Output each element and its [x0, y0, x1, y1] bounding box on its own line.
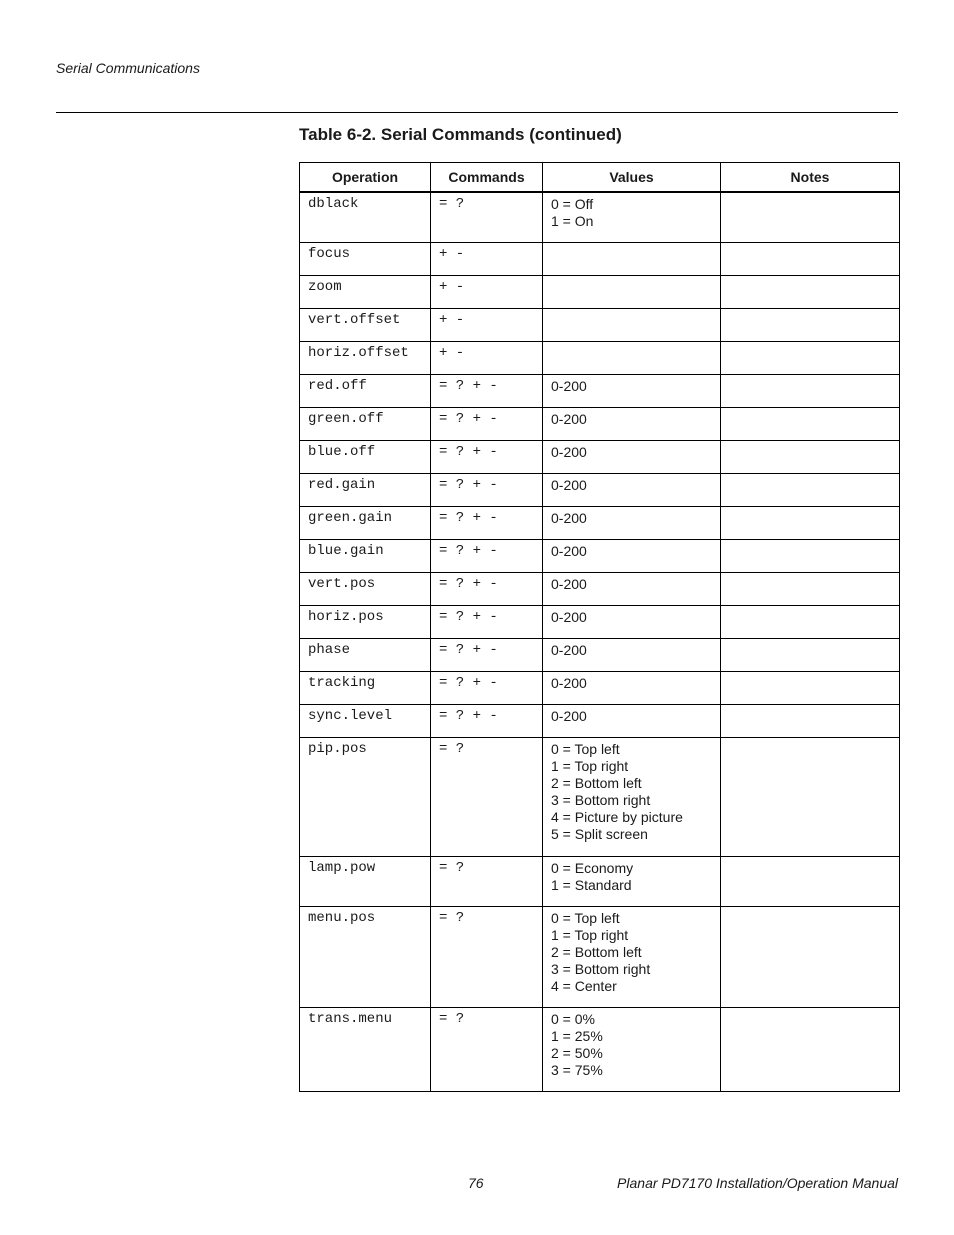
table-row — [300, 192, 900, 242]
operation-cell: vert.pos — [300, 572, 431, 605]
table-header-row — [300, 163, 900, 193]
table-row — [300, 572, 900, 605]
commands-cell: = ? + - — [431, 671, 543, 704]
values-cell — [543, 242, 721, 275]
notes-cell — [721, 473, 900, 506]
operation-cell: dblack — [300, 192, 431, 242]
operation-cell: tracking — [300, 671, 431, 704]
table-row — [300, 704, 900, 737]
value-line: 2 = Bottom left — [551, 943, 642, 960]
values-cell — [543, 407, 721, 440]
notes-cell — [721, 242, 900, 275]
values-cell — [543, 192, 721, 242]
value-line: 1 = On — [551, 213, 594, 229]
commands-cell: = ? — [431, 1007, 543, 1091]
operation-cell: phase — [300, 638, 431, 671]
notes-cell — [721, 605, 900, 638]
table-row — [300, 737, 900, 856]
notes-cell — [721, 539, 900, 572]
values-cell — [543, 671, 721, 704]
table-row — [300, 407, 900, 440]
value-line: 1 = 25% — [551, 1027, 603, 1044]
notes-cell — [721, 906, 900, 1007]
operation-cell: vert.offset — [300, 308, 431, 341]
operation-cell: horiz.pos — [300, 605, 431, 638]
value-line: 0-200 — [551, 509, 587, 526]
column-header-operation: Operation — [300, 163, 431, 193]
values-cell — [543, 374, 721, 407]
commands-cell: = ? + - — [431, 473, 543, 506]
notes-cell — [721, 856, 900, 906]
table-row — [300, 242, 900, 275]
notes-cell — [721, 440, 900, 473]
value-line: 0-200 — [551, 476, 587, 493]
operation-cell: blue.gain — [300, 539, 431, 572]
table-row — [300, 308, 900, 341]
value-line: 1 = Top right — [551, 926, 629, 943]
notes-cell — [721, 407, 900, 440]
table-row — [300, 605, 900, 638]
value-line: 0-200 — [551, 377, 587, 394]
values-cell — [543, 572, 721, 605]
table-row — [300, 1007, 900, 1091]
commands-cell: + - — [431, 275, 543, 308]
column-header-values: Values — [543, 163, 721, 193]
table-row — [300, 671, 900, 704]
values-cell — [543, 605, 721, 638]
header-divider — [56, 112, 898, 113]
commands-cell: = ? — [431, 737, 543, 856]
commands-cell: = ? + - — [431, 440, 543, 473]
table-row — [300, 539, 900, 572]
operation-cell: pip.pos — [300, 737, 431, 856]
operation-cell: menu.pos — [300, 906, 431, 1007]
operation-cell: lamp.pow — [300, 856, 431, 906]
value-line: 0 = Economy — [551, 859, 634, 876]
commands-cell: = ? — [431, 856, 543, 906]
operation-cell: horiz.offset — [300, 341, 431, 374]
operation-cell: trans.menu — [300, 1007, 431, 1091]
commands-cell: = ? + - — [431, 407, 543, 440]
value-line: 0 = Off — [551, 196, 594, 212]
value-line: 0-200 — [551, 542, 587, 559]
notes-cell — [721, 275, 900, 308]
commands-cell: = ? + - — [431, 506, 543, 539]
value-line: 0-200 — [551, 674, 587, 691]
notes-cell — [721, 572, 900, 605]
value-line: 3 = Bottom right — [551, 791, 651, 808]
value-line: 0-200 — [551, 575, 587, 592]
values-cell — [543, 539, 721, 572]
operation-cell: focus — [300, 242, 431, 275]
value-line: 1 = Top right — [551, 757, 629, 774]
values-cell — [543, 704, 721, 737]
table-row — [300, 506, 900, 539]
operation-cell: green.gain — [300, 506, 431, 539]
value-line: 0-200 — [551, 410, 587, 427]
notes-cell — [721, 341, 900, 374]
value-line: 4 = Center — [551, 977, 617, 994]
notes-cell — [721, 506, 900, 539]
column-header-notes: Notes — [721, 163, 900, 193]
commands-cell: = ? + - — [431, 572, 543, 605]
commands-cell: = ? — [431, 192, 543, 242]
commands-cell: = ? — [431, 906, 543, 1007]
value-line: 3 = Bottom right — [551, 960, 651, 977]
commands-cell: = ? + - — [431, 374, 543, 407]
table-row — [300, 473, 900, 506]
notes-cell — [721, 308, 900, 341]
value-line: 2 = 50% — [551, 1044, 603, 1061]
notes-cell — [721, 638, 900, 671]
manual-title: Planar PD7170 Installation/Operation Manual — [617, 1175, 898, 1191]
notes-cell — [721, 1007, 900, 1091]
table-row — [300, 856, 900, 906]
value-line: 0-200 — [551, 641, 587, 658]
operation-cell: zoom — [300, 275, 431, 308]
table-row — [300, 906, 900, 1007]
page-number: 76 — [468, 1175, 484, 1191]
operation-cell: green.off — [300, 407, 431, 440]
running-header: Serial Communications — [56, 60, 200, 76]
operation-cell: red.off — [300, 374, 431, 407]
value-line: 0-200 — [551, 443, 587, 460]
values-cell — [543, 506, 721, 539]
value-line: 0-200 — [551, 707, 587, 724]
operation-cell: red.gain — [300, 473, 431, 506]
values-cell — [543, 638, 721, 671]
column-header-commands: Commands — [431, 163, 543, 193]
commands-cell: = ? + - — [431, 539, 543, 572]
table-row — [300, 341, 900, 374]
commands-cell: = ? + - — [431, 605, 543, 638]
commands-cell: + - — [431, 242, 543, 275]
serial-commands-table — [299, 162, 900, 1092]
notes-cell — [721, 671, 900, 704]
value-line: 0 = 0% — [551, 1010, 595, 1027]
values-cell — [543, 440, 721, 473]
table-row — [300, 638, 900, 671]
commands-cell: = ? + - — [431, 638, 543, 671]
values-cell — [543, 275, 721, 308]
values-cell — [543, 906, 721, 1007]
value-line: 0-200 — [551, 608, 587, 625]
table-row — [300, 440, 900, 473]
value-line: 5 = Split screen — [551, 825, 648, 842]
commands-cell: = ? + - — [431, 704, 543, 737]
notes-cell — [721, 737, 900, 856]
value-line: 1 = Standard — [551, 876, 632, 893]
value-line: 2 = Bottom left — [551, 774, 642, 791]
table-body — [300, 192, 900, 1091]
values-cell — [543, 1007, 721, 1091]
table-row — [300, 275, 900, 308]
notes-cell — [721, 192, 900, 242]
notes-cell — [721, 374, 900, 407]
value-line: 3 = 75% — [551, 1061, 603, 1078]
notes-cell — [721, 704, 900, 737]
value-line: 4 = Picture by picture — [551, 808, 683, 825]
values-cell — [543, 473, 721, 506]
values-cell — [543, 856, 721, 906]
values-cell — [543, 737, 721, 856]
values-cell — [543, 341, 721, 374]
value-line: 0 = Top left — [551, 909, 620, 926]
table-row — [300, 374, 900, 407]
commands-cell: + - — [431, 341, 543, 374]
operation-cell: sync.level — [300, 704, 431, 737]
table-title: Table 6-2. Serial Commands (continued) — [299, 125, 622, 144]
operation-cell: blue.off — [300, 440, 431, 473]
commands-cell: + - — [431, 308, 543, 341]
value-line: 0 = Top left — [551, 740, 620, 757]
values-cell — [543, 308, 721, 341]
